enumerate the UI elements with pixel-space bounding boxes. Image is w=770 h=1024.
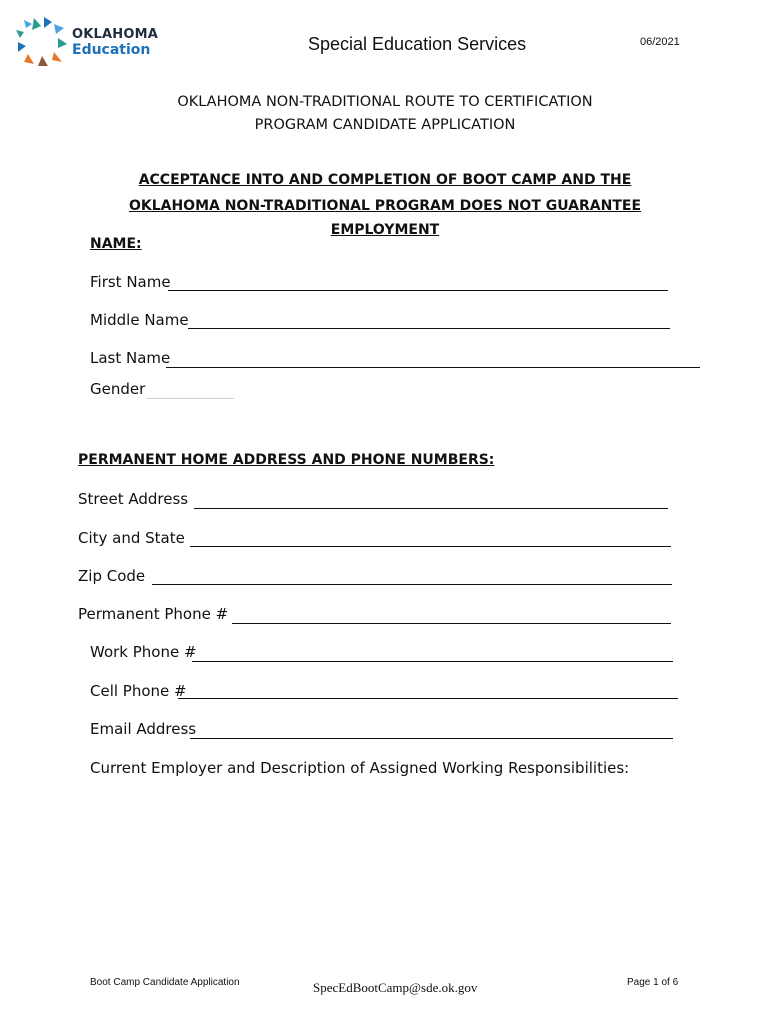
permanent-phone-field[interactable] bbox=[232, 623, 671, 624]
email-address-label: Email Address bbox=[90, 720, 197, 738]
cell-phone-label: Cell Phone # bbox=[90, 682, 187, 700]
form-title-line1: OKLAHOMA NON-TRADITIONAL ROUTE TO CERTIFICATION bbox=[177, 94, 593, 110]
address-section-heading: PERMANENT HOME ADDRESS AND PHONE NUMBERS: bbox=[78, 452, 495, 468]
logo-text-oklahoma: OKLAHOMA bbox=[72, 27, 158, 42]
form-title-line2: PROGRAM CANDIDATE APPLICATION bbox=[254, 117, 516, 133]
header-title: Special Education Services bbox=[308, 34, 527, 54]
notice-line3: EMPLOYMENT bbox=[330, 222, 440, 238]
street-address-field[interactable] bbox=[194, 508, 668, 509]
work-phone-label: Work Phone # bbox=[90, 643, 197, 661]
notice-line1: ACCEPTANCE INTO AND COMPLETION OF BOOT CAMP AND THE bbox=[138, 172, 632, 188]
work-phone-field[interactable] bbox=[192, 661, 673, 662]
footer-page-number: Page 1 of 6 bbox=[627, 977, 679, 988]
city-state-label: City and State bbox=[78, 529, 185, 547]
name-section-heading: NAME: bbox=[90, 236, 142, 252]
middle-name-field[interactable] bbox=[188, 328, 670, 329]
logo-text-education: Education bbox=[72, 42, 151, 58]
footer-left: Boot Camp Candidate Application bbox=[90, 977, 240, 988]
gender-field[interactable] bbox=[146, 398, 234, 399]
current-employer-label: Current Employer and Description of Assigned Working Responsibilities: bbox=[90, 759, 630, 777]
street-address-label: Street Address bbox=[78, 490, 189, 508]
first-name-field[interactable] bbox=[168, 290, 668, 291]
middle-name-label: Middle Name bbox=[90, 311, 189, 329]
last-name-field[interactable] bbox=[166, 367, 700, 368]
first-name-label: First Name bbox=[90, 273, 171, 291]
oklahoma-education-logo bbox=[14, 16, 158, 68]
zip-code-label: Zip Code bbox=[78, 567, 146, 585]
footer-email: SpecEdBootCamp@sde.ok.gov bbox=[313, 980, 478, 995]
email-address-field[interactable] bbox=[190, 738, 673, 739]
gender-label: Gender bbox=[90, 380, 146, 398]
notice-line2: OKLAHOMA NON-TRADITIONAL PROGRAM DOES NOT GUARANTEE bbox=[128, 198, 642, 214]
header-date: 06/2021 bbox=[640, 36, 680, 48]
zip-code-field[interactable] bbox=[152, 584, 672, 585]
permanent-phone-label: Permanent Phone # bbox=[78, 605, 229, 623]
star-logo-icon bbox=[14, 16, 68, 68]
last-name-label: Last Name bbox=[90, 349, 171, 367]
cell-phone-field[interactable] bbox=[178, 698, 678, 699]
city-state-field[interactable] bbox=[190, 546, 671, 547]
